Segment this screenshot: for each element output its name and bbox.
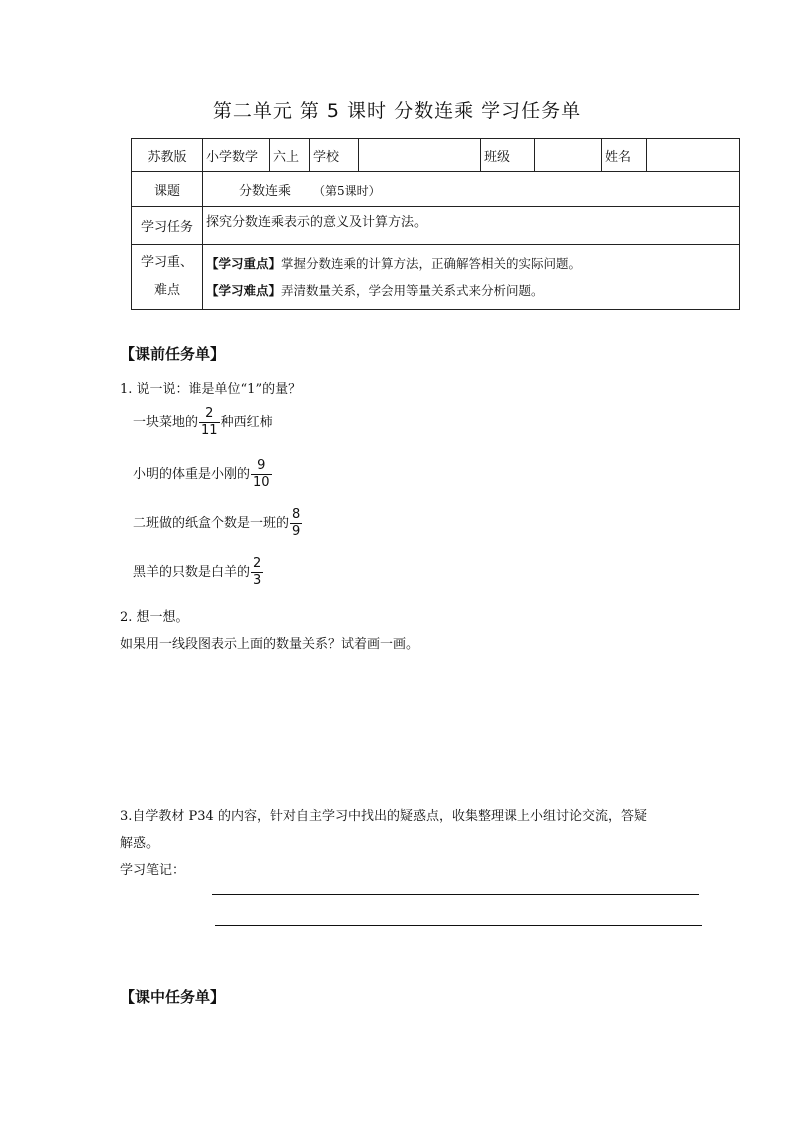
- class-label: 班级: [481, 139, 535, 172]
- table-row: [132, 139, 740, 172]
- topic-label: 课题: [132, 172, 203, 207]
- fraction: [251, 458, 272, 491]
- notes-line: [212, 894, 699, 895]
- pre-class-heading: 【课前任务单】: [120, 345, 226, 363]
- item-text-before: 黑羊的只数是白羊的: [133, 565, 251, 580]
- in-class-heading: 【课中任务单】: [120, 988, 226, 1006]
- denominator: 3: [253, 573, 262, 588]
- publisher-cell: 苏教版: [132, 139, 203, 172]
- task-label: 学习任务: [132, 207, 203, 245]
- table-row: [132, 207, 740, 245]
- fraction-item-1: [133, 406, 273, 439]
- item-text-before: 小明的体重是小刚的: [133, 467, 251, 482]
- item-text-before: 二班做的纸盒个数是一班的: [133, 516, 290, 531]
- name-label: 姓名: [602, 139, 647, 172]
- notes-line: [215, 925, 702, 926]
- subject-cell: 小学数学: [203, 139, 270, 172]
- numerator: 2: [253, 556, 262, 571]
- denominator: 11: [201, 423, 218, 438]
- question-2-text: 如果用一线段图表示上面的数量关系？试着画一画。: [120, 637, 420, 652]
- grade-cell: 六上: [270, 139, 310, 172]
- item-text-after: 种西红柿: [220, 415, 273, 430]
- difficult-point-line: [206, 277, 736, 304]
- key-point-tag: 【学习重点】: [206, 256, 282, 271]
- difficult-point-text: 弄清数量关系，学会用等量关系式来分析问题。: [281, 283, 544, 298]
- keypoints-cell: [203, 245, 740, 310]
- denominator: 9: [292, 524, 301, 539]
- table-row: [132, 172, 740, 207]
- table-row: [132, 245, 740, 310]
- question-3-line1: 3.自学教材 P34 的内容，针对自主学习中找出的疑惑点，收集整理课上小组讨论交流，答疑: [120, 809, 647, 824]
- keypoints-label: [132, 245, 203, 310]
- class-value: [535, 139, 602, 172]
- question-1: 1. 说一说：谁是单位“1”的量？: [120, 382, 302, 397]
- fraction: [251, 556, 263, 589]
- page-title: 第二单元 第 5 课时 分数连乘 学习任务单: [212, 100, 582, 122]
- info-table: [131, 138, 740, 310]
- topic-value-cell: [203, 172, 740, 207]
- topic-value: 分数连乘: [239, 183, 292, 199]
- name-value: [647, 139, 740, 172]
- topic-lesson: （第5课时）: [313, 183, 381, 198]
- difficult-point-tag: 【学习难点】: [206, 283, 282, 298]
- denominator: 10: [253, 475, 270, 490]
- fraction: [290, 507, 302, 540]
- key-point-line: [206, 250, 736, 277]
- numerator: 8: [292, 507, 301, 522]
- task-value: 探究分数连乘表示的意义及计算方法。: [203, 207, 740, 245]
- fraction-item-2: [133, 458, 273, 491]
- fraction-item-4: [133, 556, 264, 589]
- numerator: 9: [251, 458, 272, 475]
- numerator: 2: [199, 406, 220, 423]
- item-text-before: 一块菜地的: [133, 415, 199, 430]
- keypoints-label-line1: 学习重、: [140, 255, 193, 270]
- notes-label: 学习笔记：: [120, 863, 186, 878]
- question-2: 2. 想一想。: [120, 610, 189, 625]
- fraction-item-3: [133, 507, 303, 540]
- key-point-text: 掌握分数连乘的计算方法，正确解答相关的实际问题。: [281, 256, 582, 271]
- keypoints-label-line2: 难点: [153, 283, 180, 298]
- fraction: [199, 406, 220, 439]
- question-3-line2: 解惑。: [120, 836, 160, 851]
- school-value: [359, 139, 481, 172]
- school-label: 学校: [310, 139, 359, 172]
